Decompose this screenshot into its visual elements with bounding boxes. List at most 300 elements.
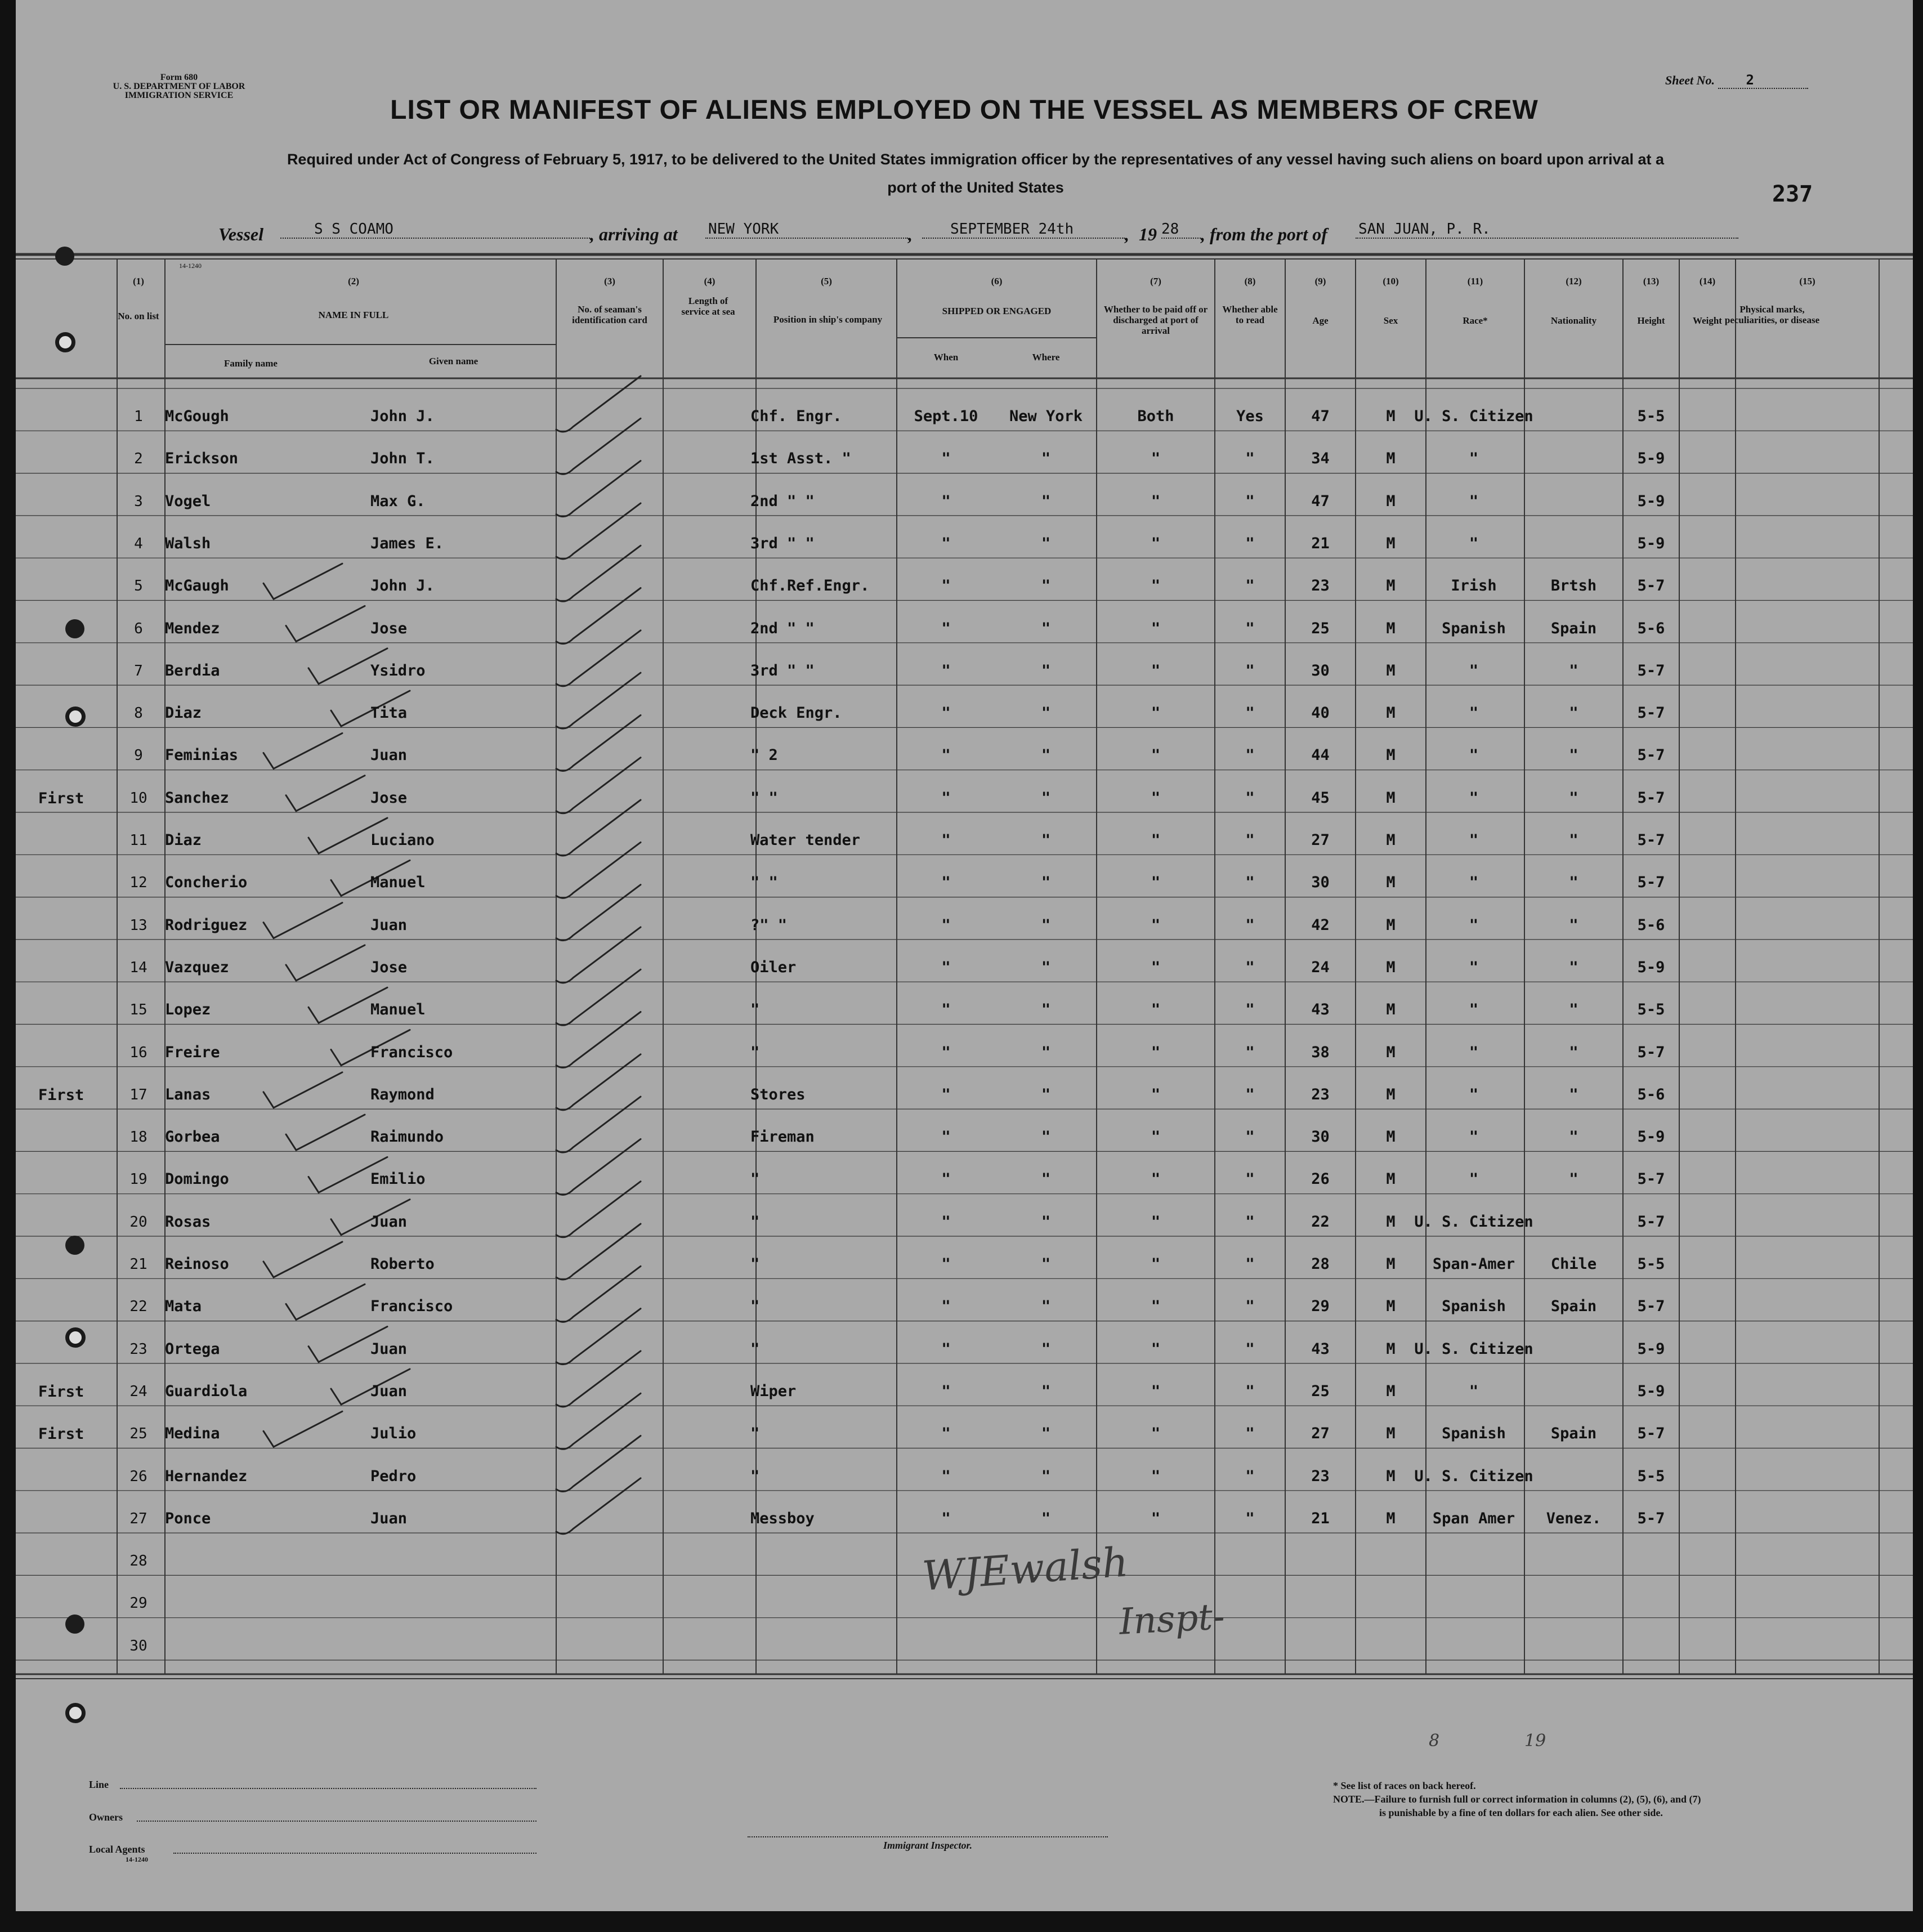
cell-when: " — [941, 1128, 951, 1146]
cell-given: Emilio — [370, 1170, 426, 1188]
check-mark — [556, 545, 641, 601]
cell-sex: M — [1386, 1085, 1396, 1103]
cell-family: Diaz — [165, 831, 202, 849]
row-number: 21 — [129, 1256, 147, 1273]
check-mark — [556, 461, 641, 517]
header-nationality: Nationality — [1550, 315, 1597, 326]
cell-family: Concherio — [165, 874, 248, 892]
cell-race: " — [1469, 450, 1479, 468]
cell-read: " — [1245, 1255, 1255, 1273]
cell-paid: " — [1151, 746, 1161, 764]
check-mark — [556, 885, 641, 941]
cell-sex: M — [1386, 1340, 1396, 1358]
cell-age: 47 — [1311, 492, 1330, 510]
cell-read: " — [1245, 1001, 1255, 1019]
row-number: 4 — [134, 535, 143, 552]
cell-height: 5-7 — [1637, 1170, 1665, 1188]
cell-read: " — [1245, 1085, 1255, 1103]
cell-nationality: Brtsh — [1550, 577, 1597, 595]
cell-family: Hernandez — [165, 1467, 248, 1485]
footer-agents-field — [173, 1853, 536, 1854]
check-mark — [556, 376, 641, 432]
check-mark — [556, 758, 641, 813]
colnum-15: (15) — [1799, 276, 1815, 287]
cell-read: " — [1245, 746, 1255, 764]
stamp-number: 237 — [1772, 181, 1813, 207]
cell-when: " — [941, 746, 951, 764]
check-mark — [556, 1182, 641, 1237]
cell-when: " — [941, 1298, 951, 1316]
cell-where: " — [1041, 1298, 1051, 1316]
cell-height: 5-9 — [1637, 1340, 1665, 1358]
cell-paid: " — [1151, 534, 1161, 552]
footer-inspector-field — [748, 1836, 1108, 1837]
row-number: 23 — [129, 1340, 147, 1358]
cell-family: Mendez — [165, 619, 220, 637]
cell-given: Francisco — [370, 1043, 453, 1061]
cell-position: Deck Engr. — [750, 704, 842, 722]
cell-paid: " — [1151, 916, 1161, 934]
cell-where: " — [1041, 1340, 1051, 1358]
row-number: 6 — [134, 620, 143, 637]
cell-given: Juan — [370, 1382, 408, 1400]
cell-family: Diaz — [165, 704, 202, 722]
sheet-value: 2 — [1718, 72, 1808, 89]
check-mark — [556, 418, 641, 474]
cell-nationality: " — [1569, 831, 1578, 849]
cell-height: 5-5 — [1637, 1467, 1665, 1485]
row-note: First — [38, 1383, 84, 1401]
colnum-8: (8) — [1244, 276, 1256, 287]
cell-position: 3rd " " — [750, 661, 815, 679]
cell-where: " — [1041, 1001, 1051, 1019]
cell-when: " — [941, 1340, 951, 1358]
row-number: 13 — [129, 916, 147, 934]
arriving-port: NEW YORK — [705, 221, 908, 239]
header-weight: Weight — [1693, 315, 1722, 326]
check-mark — [556, 1224, 641, 1280]
cell-nationality: " — [1569, 1170, 1578, 1188]
row-number: 27 — [129, 1510, 147, 1527]
cell-height: 5-6 — [1637, 619, 1665, 637]
colnum-9: (9) — [1314, 276, 1326, 287]
check-mark — [556, 673, 641, 728]
cell-position: 3rd " " — [750, 534, 815, 552]
cell-where: " — [1041, 746, 1051, 764]
colnum-7: (7) — [1150, 276, 1161, 287]
cell-given: Juan — [370, 916, 408, 934]
cell-when: " — [941, 1085, 951, 1103]
cell-sex: M — [1386, 789, 1396, 807]
cell-given: Ysidro — [370, 661, 426, 679]
cell-given: Julio — [370, 1425, 417, 1443]
cell-race: " — [1469, 1382, 1479, 1400]
cell-given: John J. — [370, 577, 435, 595]
cell-age: 27 — [1311, 831, 1330, 849]
cell-position: " — [750, 1467, 760, 1485]
cell-nationality: " — [1569, 916, 1578, 934]
check-mark — [556, 630, 641, 686]
cell-sex: M — [1386, 874, 1396, 892]
check-mark — [556, 503, 641, 559]
cell-sex: M — [1386, 1298, 1396, 1316]
colnum-2: (2) — [348, 276, 359, 287]
cell-paid: " — [1151, 789, 1161, 807]
from-port-label: , from the port of — [1201, 224, 1327, 244]
cell-given: Raymond — [370, 1085, 435, 1103]
cell-age: 25 — [1311, 619, 1330, 637]
cell-nationality: " — [1569, 746, 1578, 764]
cell-given: Pedro — [370, 1467, 417, 1485]
cell-where: " — [1041, 450, 1051, 468]
cell-given: Juan — [370, 1340, 408, 1358]
cell-height: 5-9 — [1637, 1128, 1665, 1146]
cell-race: " — [1469, 1043, 1479, 1061]
cell-height: 5-7 — [1637, 1298, 1665, 1316]
cell-read: " — [1245, 1509, 1255, 1527]
cell-when: " — [941, 1213, 951, 1231]
row-note: First — [38, 789, 84, 807]
cell-position: " — [750, 1255, 760, 1273]
cell-read: " — [1245, 1213, 1255, 1231]
header-where: Where — [1032, 352, 1060, 363]
header-sex: Sex — [1383, 315, 1398, 326]
cell-nationality: Venez. — [1546, 1509, 1602, 1527]
sheet-label: Sheet No. — [1665, 73, 1715, 87]
colnum-14: (14) — [1699, 276, 1716, 287]
header-name-in-full: NAME IN FULL — [318, 310, 389, 320]
cell-paid: " — [1151, 1255, 1161, 1273]
cell-height: 5-7 — [1637, 1213, 1665, 1231]
row-number: 18 — [129, 1129, 147, 1146]
cell-height: 5-7 — [1637, 577, 1665, 595]
row-number: 7 — [134, 662, 143, 679]
cell-race: U. S. Citizen — [1414, 1213, 1533, 1231]
cell-position: Fireman — [750, 1128, 815, 1146]
cell-position: 1st Asst. " — [750, 450, 851, 468]
row-number: 1 — [134, 408, 143, 425]
footer-owners-label: Owners — [89, 1812, 123, 1823]
cell-age: 29 — [1311, 1298, 1330, 1316]
cell-position: " " — [750, 874, 778, 892]
cell-given: Roberto — [370, 1255, 435, 1273]
cell-when: " — [941, 577, 951, 595]
inspector-title: Inspt- — [1118, 1596, 1226, 1643]
cell-where: " — [1041, 534, 1051, 552]
cell-age: 43 — [1311, 1001, 1330, 1019]
row-number: 25 — [129, 1425, 147, 1443]
cell-sex: M — [1386, 704, 1396, 722]
cell-read: " — [1245, 831, 1255, 849]
cell-nationality: " — [1569, 1001, 1578, 1019]
cell-family: Reinoso — [165, 1255, 229, 1273]
cell-paid: " — [1151, 1340, 1161, 1358]
cell-where: " — [1041, 661, 1051, 679]
cell-race: " — [1469, 1001, 1479, 1019]
cell-family: Gorbea — [165, 1128, 220, 1146]
row-number: 28 — [129, 1553, 147, 1570]
row-number: 8 — [134, 705, 143, 722]
cell-when: " — [941, 661, 951, 679]
cell-where: " — [1041, 1170, 1051, 1188]
cell-family: Rodriguez — [165, 916, 248, 934]
cell-paid: " — [1151, 661, 1161, 679]
cell-sex: M — [1386, 661, 1396, 679]
cell-when: Sept.10 — [914, 408, 978, 425]
cell-sex: M — [1386, 1467, 1396, 1485]
cell-age: 42 — [1311, 916, 1330, 934]
cell-age: 26 — [1311, 1170, 1330, 1188]
cell-when: " — [941, 1509, 951, 1527]
cell-where: " — [1041, 1467, 1051, 1485]
check-mark — [556, 800, 641, 856]
cell-position: " — [750, 1425, 760, 1443]
cell-age: 44 — [1311, 746, 1330, 764]
row-number: 26 — [129, 1468, 147, 1485]
cell-family: Sanchez — [165, 789, 229, 807]
cell-given: Manuel — [370, 874, 426, 892]
cell-race: U. S. Citizen — [1414, 1467, 1533, 1485]
cell-position: 2nd " " — [750, 492, 815, 510]
header-position: Position in ship's company — [773, 314, 883, 325]
cell-age: 23 — [1311, 1467, 1330, 1485]
cell-age: 38 — [1311, 1043, 1330, 1061]
cell-paid: " — [1151, 1001, 1161, 1019]
cell-given: John T. — [370, 450, 435, 468]
cell-race: " — [1469, 789, 1479, 807]
cell-paid: " — [1151, 1128, 1161, 1146]
cell-nationality: Spain — [1550, 1425, 1597, 1443]
footer-agents-label: Local Agents — [89, 1844, 145, 1855]
cell-read: " — [1245, 1128, 1255, 1146]
cell-read: " — [1245, 1043, 1255, 1061]
cell-sex: M — [1386, 408, 1396, 425]
cell-age: 21 — [1311, 1509, 1330, 1527]
cell-nationality: " — [1569, 958, 1578, 976]
cell-position: " — [750, 1170, 760, 1188]
cell-race: " — [1469, 492, 1479, 510]
cell-height: 5-5 — [1637, 1255, 1665, 1273]
cell-race: " — [1469, 831, 1479, 849]
cell-sex: M — [1386, 1425, 1396, 1443]
cell-read: Yes — [1236, 408, 1264, 425]
cell-read: " — [1245, 534, 1255, 552]
cell-position: " — [750, 1298, 760, 1316]
row-number: 30 — [129, 1637, 147, 1654]
cell-where: " — [1041, 874, 1051, 892]
cell-read: " — [1245, 450, 1255, 468]
cell-height: 5-6 — [1637, 916, 1665, 934]
manifest-sheet — [16, 0, 1913, 1911]
cell-sex: M — [1386, 577, 1396, 595]
cell-family: Domingo — [165, 1170, 229, 1188]
cell-family: Guardiola — [165, 1382, 248, 1400]
check-mark — [556, 1012, 641, 1068]
cell-given: James E. — [370, 534, 444, 552]
vessel-label: Vessel — [218, 224, 263, 244]
cell-read: " — [1245, 916, 1255, 934]
cell-race: " — [1469, 704, 1479, 722]
cell-where: " — [1041, 789, 1051, 807]
cell-race: " — [1469, 1128, 1479, 1146]
cell-paid: " — [1151, 450, 1161, 468]
cell-when: " — [941, 874, 951, 892]
department: U. S. DEPARTMENT OF LABOR — [113, 82, 245, 91]
cell-paid: " — [1151, 1213, 1161, 1231]
cell-height: 5-6 — [1637, 1085, 1665, 1103]
cell-where: " — [1041, 1085, 1051, 1103]
cell-height: 5-9 — [1637, 492, 1665, 510]
cell-paid: " — [1151, 1509, 1161, 1527]
row-number: 22 — [129, 1298, 147, 1316]
cell-family: Lopez — [165, 1001, 211, 1019]
check-mark — [556, 588, 641, 644]
footer-owners-field — [137, 1821, 536, 1822]
row-number: 24 — [129, 1383, 147, 1400]
cell-paid: " — [1151, 1298, 1161, 1316]
cell-race: Spanish — [1442, 1425, 1506, 1443]
cell-height: 5-7 — [1637, 1425, 1665, 1443]
cell-family: Rosas — [165, 1213, 211, 1231]
cell-race: Spanish — [1442, 1298, 1506, 1316]
cell-where: " — [1041, 704, 1051, 722]
cell-height: 5-5 — [1637, 1001, 1665, 1019]
year-prefix: 19 — [1139, 224, 1157, 244]
footer-agents-code: 14-1240 — [126, 1855, 148, 1863]
cell-paid: " — [1151, 577, 1161, 595]
cell-height: 5-9 — [1637, 1382, 1665, 1400]
row-number: 14 — [129, 959, 147, 976]
row-number: 11 — [129, 832, 147, 849]
row-number: 17 — [129, 1086, 147, 1103]
cell-family: Erickson — [165, 450, 239, 468]
cell-position: " — [750, 1213, 760, 1231]
cell-read: " — [1245, 1170, 1255, 1188]
cell-height: 5-9 — [1637, 958, 1665, 976]
cell-age: 34 — [1311, 450, 1330, 468]
cell-read: " — [1245, 1298, 1255, 1316]
colnum-10: (10) — [1383, 276, 1399, 287]
comma: , — [908, 224, 913, 244]
cell-age: 23 — [1311, 577, 1330, 595]
footer-note — [1333, 1779, 1896, 1819]
row-number: 19 — [129, 1171, 147, 1188]
cell-read: " — [1245, 1340, 1255, 1358]
cell-where: " — [1041, 577, 1051, 595]
cell-position: Chf. Engr. — [750, 408, 842, 425]
cell-race: Span-Amer — [1432, 1255, 1515, 1273]
cell-family: Berdia — [165, 661, 220, 679]
cell-paid: " — [1151, 1467, 1161, 1485]
cell-position: Chf.Ref.Engr. — [750, 577, 870, 595]
cell-age: 47 — [1311, 408, 1330, 425]
cell-height: 5-5 — [1637, 408, 1665, 425]
cell-where: " — [1041, 492, 1051, 510]
cell-where: New York — [1009, 408, 1083, 425]
cell-family: Freire — [165, 1043, 220, 1061]
cell-paid: " — [1151, 1085, 1161, 1103]
cell-position: Wiper — [750, 1382, 797, 1400]
cell-when: " — [941, 619, 951, 637]
cell-race: " — [1469, 1085, 1479, 1103]
cell-when: " — [941, 958, 951, 976]
cell-nationality: " — [1569, 1128, 1578, 1146]
cell-sex: M — [1386, 831, 1396, 849]
cell-when: " — [941, 789, 951, 807]
header-family-name: Family name — [224, 358, 278, 369]
cell-sex: M — [1386, 1128, 1396, 1146]
cell-race: " — [1469, 916, 1479, 934]
check-mark — [556, 1139, 641, 1195]
cell-race: Irish — [1451, 577, 1497, 595]
footer-note-1: * See list of races on back hereof. — [1333, 1780, 1476, 1791]
cell-height: 5-7 — [1637, 874, 1665, 892]
cell-paid: " — [1151, 492, 1161, 510]
cell-read: " — [1245, 661, 1255, 679]
binder-hole — [55, 332, 75, 352]
check-mark — [556, 1097, 641, 1152]
cell-paid: " — [1151, 619, 1161, 637]
colnum-13: (13) — [1643, 276, 1660, 287]
footer-inspector-label: Immigrant Inspector. — [883, 1840, 973, 1851]
check-mark — [556, 1351, 641, 1407]
cell-when: " — [941, 1382, 951, 1400]
cell-race: " — [1469, 746, 1479, 764]
cell-where: " — [1041, 1382, 1051, 1400]
cell-paid: " — [1151, 1043, 1161, 1061]
cell-when: " — [941, 450, 951, 468]
row-number: 3 — [134, 493, 143, 510]
cell-given: Manuel — [370, 1001, 426, 1019]
footer-line-field — [120, 1788, 536, 1789]
cell-sex: M — [1386, 619, 1396, 637]
cell-age: 25 — [1311, 1382, 1330, 1400]
binder-hole — [65, 1327, 86, 1348]
subtitle-line-1: Required under Act of Congress of February 5, 1917, to be delivered to the United States immigration officer by the representatives of any vessel having such aliens on board upon arrival at a — [287, 151, 1665, 168]
header-no-on-list: No. on list — [118, 311, 159, 321]
arrival-year: 28 — [1161, 221, 1201, 239]
document-title: LIST OR MANIFEST OF ALIENS EMPLOYED ON THE VESSEL AS MEMBERS OF CREW — [390, 95, 1539, 125]
cell-position: Messboy — [750, 1509, 815, 1527]
cell-paid: " — [1151, 1170, 1161, 1188]
cell-nationality: Spain — [1550, 619, 1597, 637]
cell-where: " — [1041, 831, 1051, 849]
cell-position: 2nd " " — [750, 619, 815, 637]
binder-hole — [65, 1615, 84, 1634]
cell-paid: " — [1151, 1425, 1161, 1443]
subtitle-line-2: port of the United States — [887, 179, 1064, 196]
header-when: When — [933, 352, 959, 363]
cell-paid: " — [1151, 831, 1161, 849]
cell-race: " — [1469, 874, 1479, 892]
cell-given: Luciano — [370, 831, 435, 849]
cell-when: " — [941, 1001, 951, 1019]
cell-paid: Both — [1137, 408, 1174, 425]
cell-read: " — [1245, 789, 1255, 807]
cell-family: Ortega — [165, 1340, 220, 1358]
cell-read: " — [1245, 492, 1255, 510]
cell-paid: " — [1151, 874, 1161, 892]
row-number: 16 — [129, 1044, 147, 1061]
cell-family: Feminias — [165, 746, 239, 764]
header-paid-off: Whether to be paid off or discharged at port of arrival — [1103, 304, 1208, 336]
cell-sex: M — [1386, 1213, 1396, 1231]
cell-sex: M — [1386, 1043, 1396, 1061]
cell-given: Juan — [370, 1213, 408, 1231]
colnum-5: (5) — [821, 276, 832, 287]
cell-family: Mata — [165, 1298, 202, 1316]
cell-position: " — [750, 1340, 760, 1358]
